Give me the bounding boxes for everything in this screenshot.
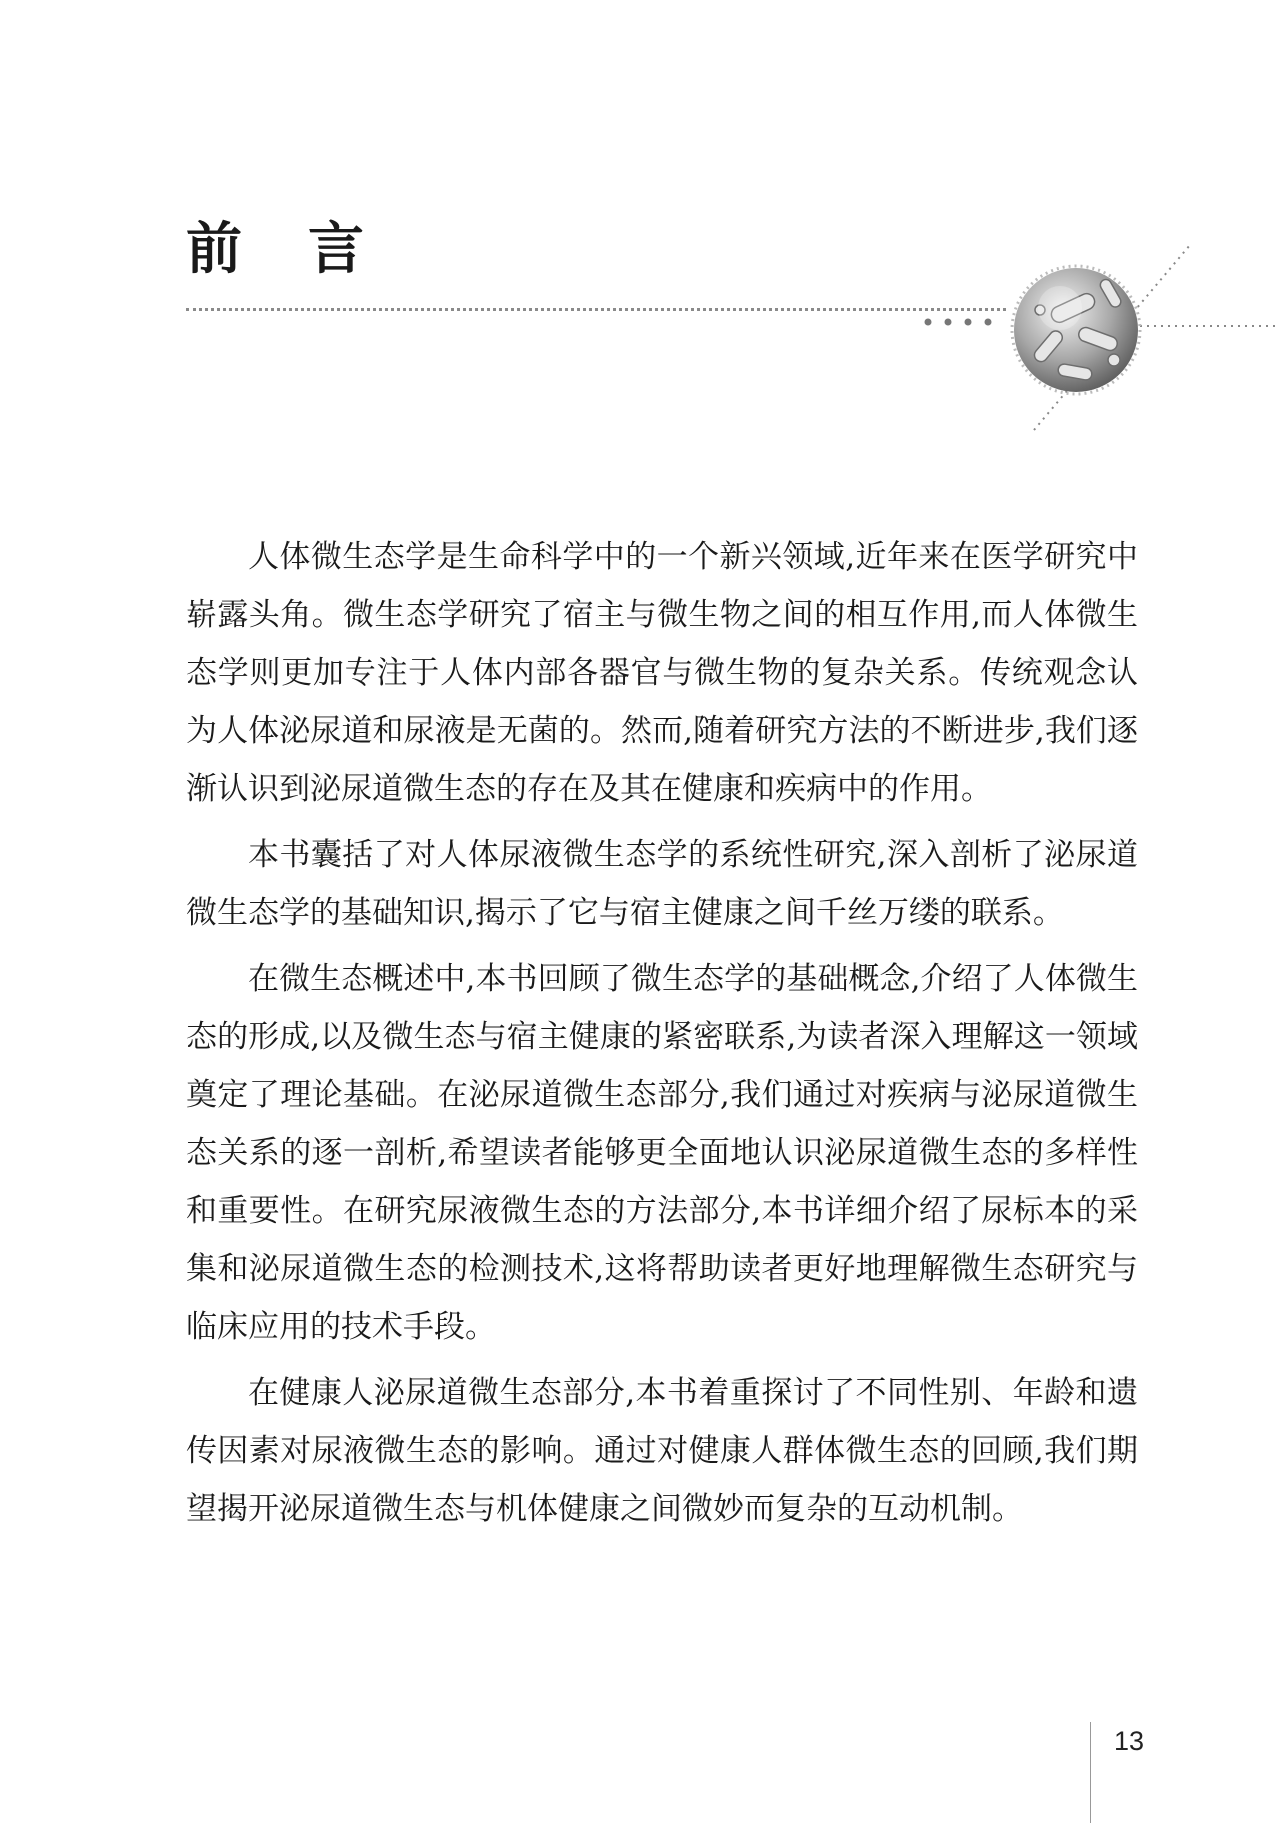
title-divider bbox=[186, 308, 1006, 311]
paragraph: 人体微生态学是生命科学中的一个新兴领域,近年来在医学研究中崭露头角。微生态学研究了宿主与微生物之间的相互作用,而人体微生态学则更加专注于人体内部各器官与微生物的复杂关系。传统观念认为人体泌尿道和尿液是无菌的。然而,随着研究方法的不断进步,我们逐渐认识到泌尿道微生态的存在及其在健康和疾病中的作用。 bbox=[186, 539, 1138, 807]
paragraph: 本书囊括了对人体尿液微生态学的系统性研究,深入剖析了泌尿道微生态学的基础知识,揭示了它与宿主健康之间千丝万缕的联系。 bbox=[186, 837, 1138, 931]
paragraph: 在健康人泌尿道微生态部分,本书着重探讨了不同性别、年龄和遗传因素对尿液微生态的影响。通过对健康人群体微生态的回顾,我们期望揭开泌尿道微生态与机体健康之间微妙而复杂的互动机制。 bbox=[186, 1375, 1138, 1527]
bacteria-circle-icon bbox=[900, 240, 1280, 440]
page-number-divider bbox=[1090, 1722, 1091, 1823]
preface-body bbox=[186, 528, 1138, 1546]
page-number: 13 bbox=[1114, 1726, 1145, 1756]
paragraph: 在微生态概述中,本书回顾了微生态学的基础概念,介绍了人体微生态的形成,以及微生态与宿主健康的紧密联系,为读者深入理解这一领域奠定了理论基础。在泌尿道微生态部分,我们通过对疾病与泌尿道微生态关系的逐一剖析,希望读者能够更全面地认识泌尿道微生态的多样性和重要性。在研究尿液微生态的方法部分,本书详细介绍了尿标本的采集和泌尿道微生态的检测技术,这将帮助读者更好地理解微生态研究与临床应用的技术手段。 bbox=[186, 961, 1138, 1345]
page-title: 前言 bbox=[186, 217, 430, 282]
